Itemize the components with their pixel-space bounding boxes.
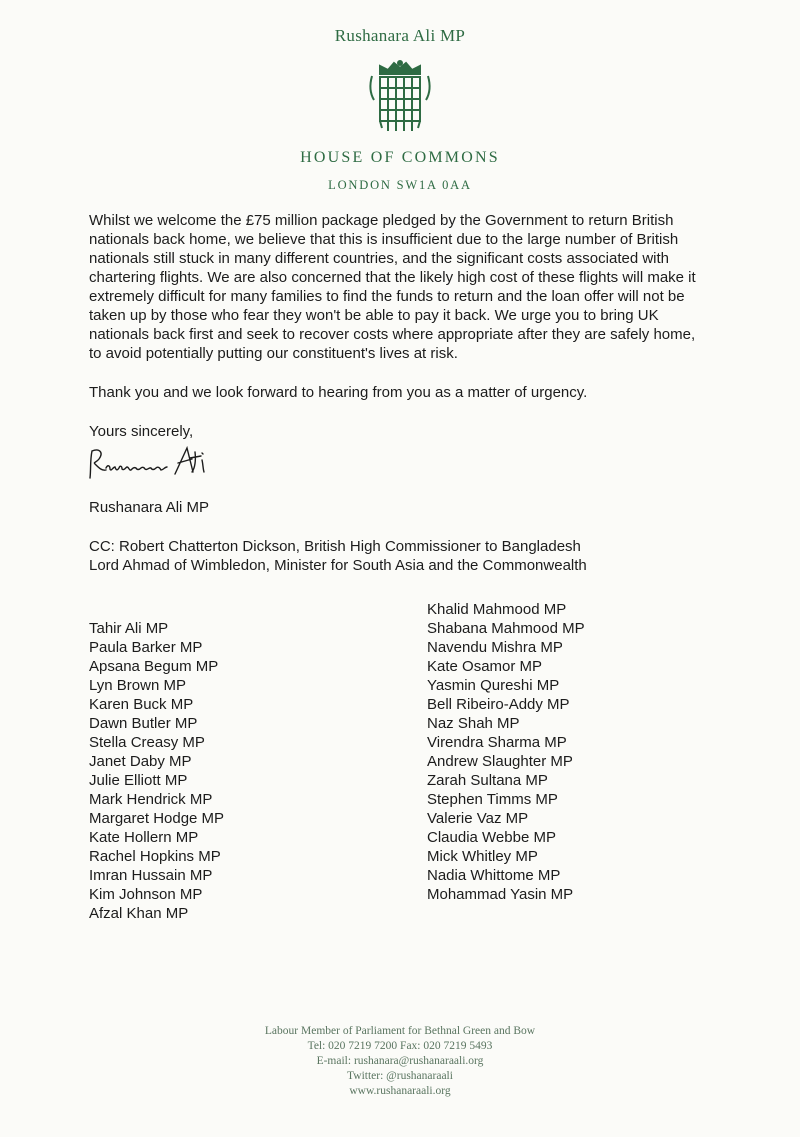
signatory-item: Stephen Timms MP: [427, 791, 558, 808]
signatory-item: Nadia Whittome MP: [427, 867, 561, 884]
closing-line: Yours sincerely,: [89, 423, 194, 440]
signatory-item: Mick Whitley MP: [427, 848, 538, 865]
signatories-right-column: [427, 600, 585, 904]
paragraph-line: to avoid potentially putting our constituent's lives at risk.: [89, 345, 458, 362]
footer-website: www.rushanaraali.org: [349, 1085, 451, 1097]
signatory-item: Mark Hendrick MP: [89, 791, 213, 808]
signatories-left-column: [89, 619, 224, 923]
signatory-item: Zarah Sultana MP: [427, 772, 548, 789]
signatory-item: Khalid Mahmood MP: [427, 601, 567, 618]
signatory-item: Navendu Mishra MP: [427, 639, 563, 656]
signatory-item: Margaret Hodge MP: [89, 810, 225, 827]
portcullis-icon: [366, 60, 434, 134]
signatory-item: Valerie Vaz MP: [427, 810, 529, 827]
signatory-item: Bell Ribeiro-Addy MP: [427, 696, 570, 713]
signatory-item: Naz Shah MP: [427, 715, 520, 732]
signatory-item: Julie Elliott MP: [89, 772, 188, 789]
letter-footer: [0, 1024, 800, 1099]
cc-line: CC: Robert Chatterton Dickson, British High Commissioner to Bangladesh: [89, 538, 581, 555]
signatory-item: Kate Hollern MP: [89, 829, 199, 846]
signatory-item: Apsana Begum MP: [89, 658, 219, 675]
thanks-line: Thank you and we look forward to hearing from you as a matter of urgency.: [89, 384, 588, 401]
paragraph-line: nationals back first and seek to recover costs where appropriate after they are safely home,: [89, 326, 696, 343]
signatory-item: Stella Creasy MP: [89, 734, 205, 751]
house-of-commons-title: HOUSE OF COMMONS: [300, 149, 500, 166]
signatory-item: Karen Buck MP: [89, 696, 194, 713]
footer-constituency: Labour Member of Parliament for Bethnal Green and Bow: [264, 1025, 536, 1037]
paragraph-line: nationals back home, we believe that this is insufficient due to the large number of British: [89, 231, 679, 248]
footer-email: E-mail: rushanara@rushanaraali.org: [316, 1055, 484, 1067]
signatory-item: Claudia Webbe MP: [427, 829, 556, 846]
signatory-item: Kim Johnson MP: [89, 886, 203, 903]
footer-phone: Tel: 020 7219 7200 Fax: 020 7219 5493: [307, 1040, 493, 1052]
signatory-item: Kate Osamor MP: [427, 658, 543, 675]
signatory-item: Yasmin Qureshi MP: [427, 677, 560, 694]
paragraph-line: extremely difficult for many families to find the funds to return and the loan offer will not be: [89, 288, 685, 305]
signatory-item: Dawn Butler MP: [89, 715, 198, 732]
letterhead-address: LONDON SW1A 0AA: [328, 178, 472, 192]
handwritten-signature: [89, 446, 249, 484]
signatory-item: Andrew Slaughter MP: [427, 753, 573, 770]
paragraph-line: Whilst we welcome the £75 million package pledged by the Government to return British: [89, 212, 674, 229]
signatory-item: Paula Barker MP: [89, 639, 203, 656]
signatory-item: Virendra Sharma MP: [427, 734, 567, 751]
signatory-item: Lyn Brown MP: [89, 677, 186, 694]
signatory-name: Rushanara Ali MP: [89, 499, 210, 516]
cc-line: Lord Ahmad of Wimbledon, Minister for South Asia and the Commonwealth: [89, 557, 587, 574]
signatory-item: Imran Hussain MP: [89, 867, 213, 884]
letterhead-name: Rushanara Ali MP: [334, 26, 466, 45]
signatory-item: Tahir Ali MP: [89, 620, 169, 637]
paragraph-line: nationals still stuck in many different countries, and the significant costs associated with: [89, 250, 670, 267]
signatory-item: Mohammad Yasin MP: [427, 886, 574, 903]
paragraph-line: chartering flights. We are also concerned that the likely high cost of these flights will make it: [89, 269, 696, 286]
footer-twitter: Twitter: @rushanaraali: [347, 1070, 453, 1082]
signatory-item: Rachel Hopkins MP: [89, 848, 221, 865]
signatory-item: Janet Daby MP: [89, 753, 192, 770]
paragraph-line: taken up by those who fear they won't be able to pay it back. We urge you to bring UK: [89, 307, 659, 324]
signatory-item: Afzal Khan MP: [89, 905, 189, 922]
signatory-item: Shabana Mahmood MP: [427, 620, 585, 637]
